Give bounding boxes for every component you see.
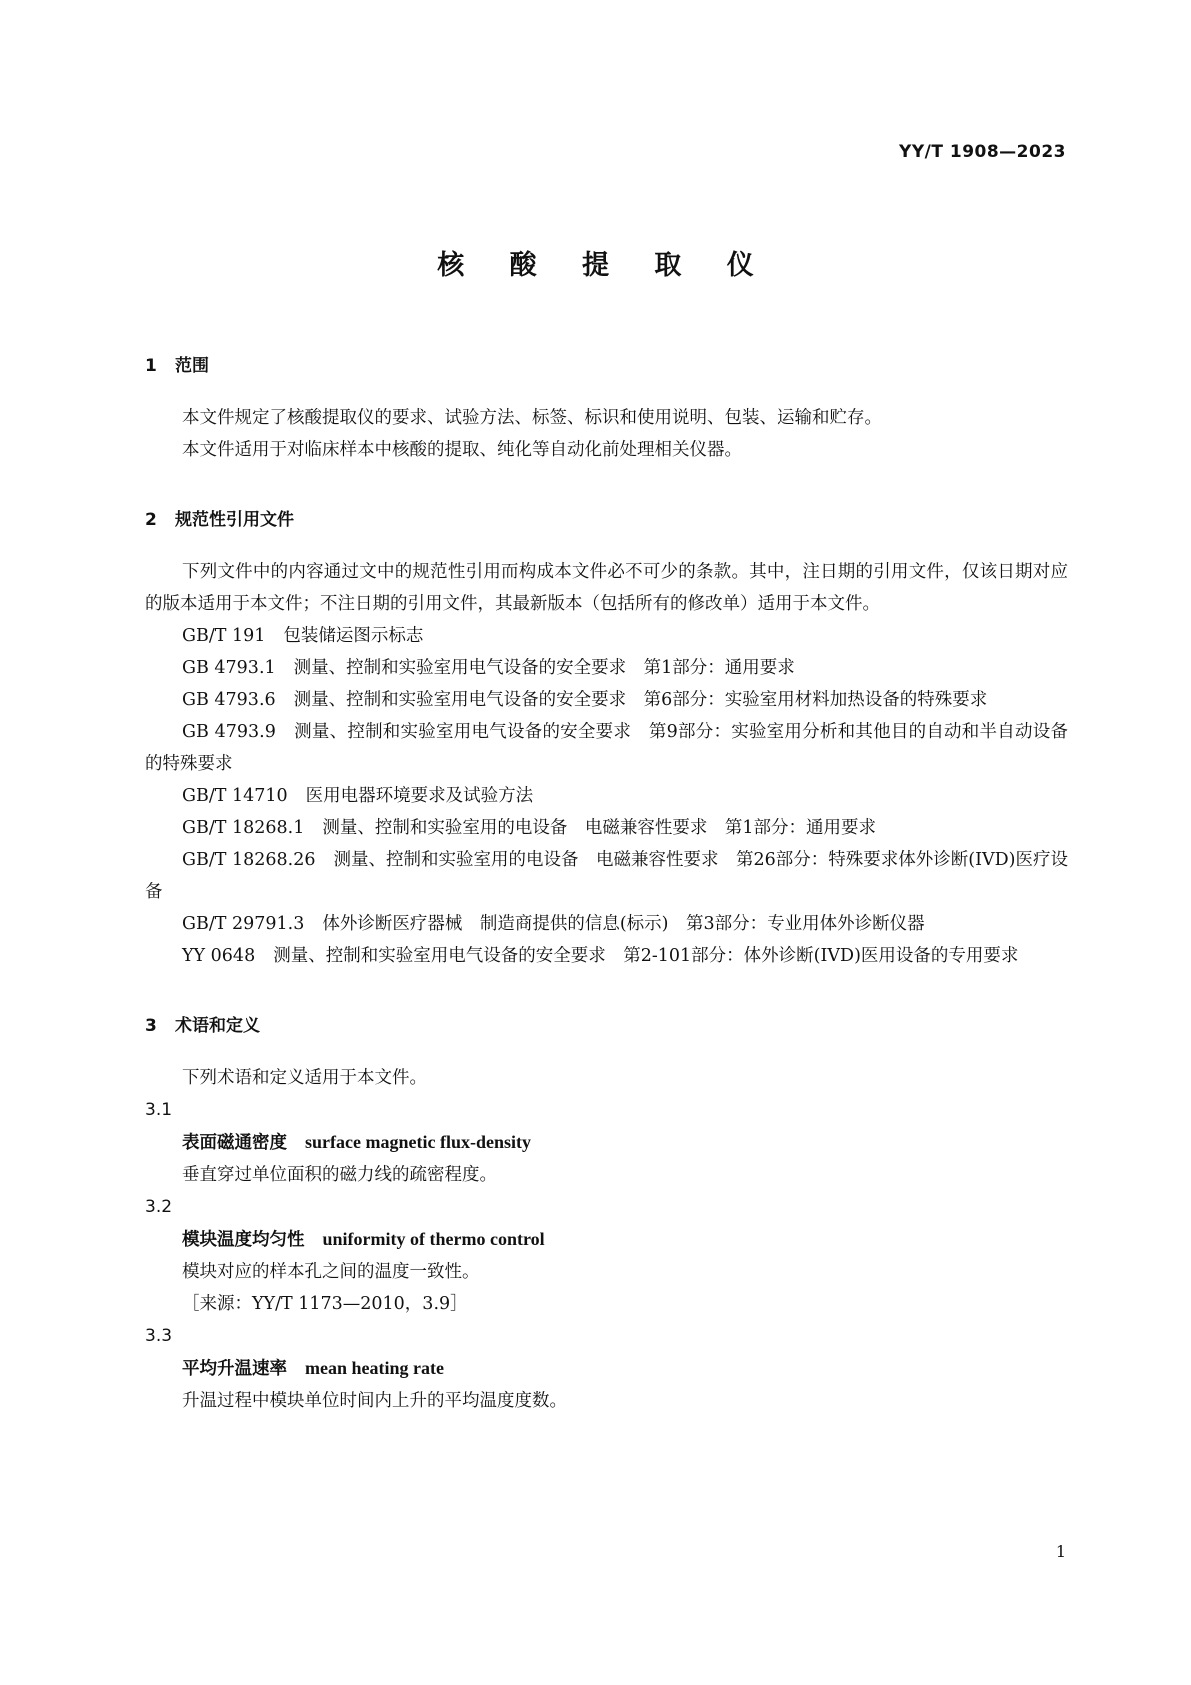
- reference-item: GB/T 191 包装储运图示标志: [182, 626, 424, 646]
- document-body: [145, 350, 1068, 1417]
- section-heading-scope: 1 范围: [145, 356, 209, 376]
- reference-item: GB/T 18268.1 测量、控制和实验室用的电设备 电磁兼容性要求 第1部分：通用要求: [182, 818, 876, 838]
- section-heading-normative-references: 2 规范性引用文件: [145, 510, 294, 530]
- term-name: 平均升温速率 mean heating rate: [182, 1358, 444, 1379]
- term-definition: 升温过程中模块单位时间内上升的平均温度度数。: [182, 1391, 567, 1411]
- paragraph: 下列术语和定义适用于本文件。: [182, 1068, 427, 1088]
- reference-item: GB 4793.6 测量、控制和实验室用电气设备的安全要求 第6部分：实验室用材料加热设备的特殊要求: [182, 690, 988, 710]
- term-name: 模块温度均匀性 uniformity of thermo control: [182, 1229, 545, 1250]
- reference-item: YY 0648 测量、控制和实验室用电气设备的安全要求 第2-101部分：体外诊断(IVD)医用设备的专用要求: [182, 946, 1019, 966]
- page-number: 1: [1055, 1542, 1066, 1561]
- document-title: 核 酸 提 取 仪: [437, 250, 772, 281]
- reference-item: GB/T 18268.26 测量、控制和实验室用的电设备 电磁兼容性要求 第26部分：特殊要求体外诊断(IVD)医疗设备: [145, 850, 1068, 902]
- term-number: 3.3: [145, 1326, 173, 1346]
- document-code: YY/T 1908—2023: [899, 142, 1066, 162]
- term-number: 3.1: [145, 1100, 173, 1120]
- term-name: 表面磁通密度 surface magnetic flux-density: [182, 1132, 531, 1153]
- paragraph: 本文件规定了核酸提取仪的要求、试验方法、标签、标识和使用说明、包装、运输和贮存。: [182, 408, 882, 428]
- term-number: 3.2: [145, 1197, 173, 1217]
- term-definition: 垂直穿过单位面积的磁力线的疏密程度。: [182, 1165, 497, 1185]
- reference-item: GB 4793.1 测量、控制和实验室用电气设备的安全要求 第1部分：通用要求: [182, 658, 795, 678]
- paragraph: 本文件适用于对临床样本中核酸的提取、纯化等自动化前处理相关仪器。: [182, 440, 742, 460]
- section-heading-terms-and-definitions: 3 术语和定义: [145, 1016, 260, 1036]
- term-definition: 模块对应的样本孔之间的温度一致性。: [182, 1262, 480, 1282]
- paragraph: 下列文件中的内容通过文中的规范性引用而构成本文件必不可少的条款。其中，注日期的引用文件，仅该日期对应的版本适用于本文件；不注日期的引用文件，其最新版本（包括所有的修改单）适用于本文件。: [145, 562, 1068, 614]
- term-source: ［来源：YY/T 1173—2010，3.9］: [182, 1294, 468, 1314]
- reference-item: GB/T 29791.3 体外诊断医疗器械 制造商提供的信息(标示) 第3部分：专业用体外诊断仪器: [182, 914, 925, 934]
- reference-item: GB 4793.9 测量、控制和实验室用电气设备的安全要求 第9部分：实验室用分析和其他目的自动和半自动设备的特殊要求: [145, 722, 1068, 774]
- reference-item: GB/T 14710 医用电器环境要求及试验方法: [182, 786, 534, 806]
